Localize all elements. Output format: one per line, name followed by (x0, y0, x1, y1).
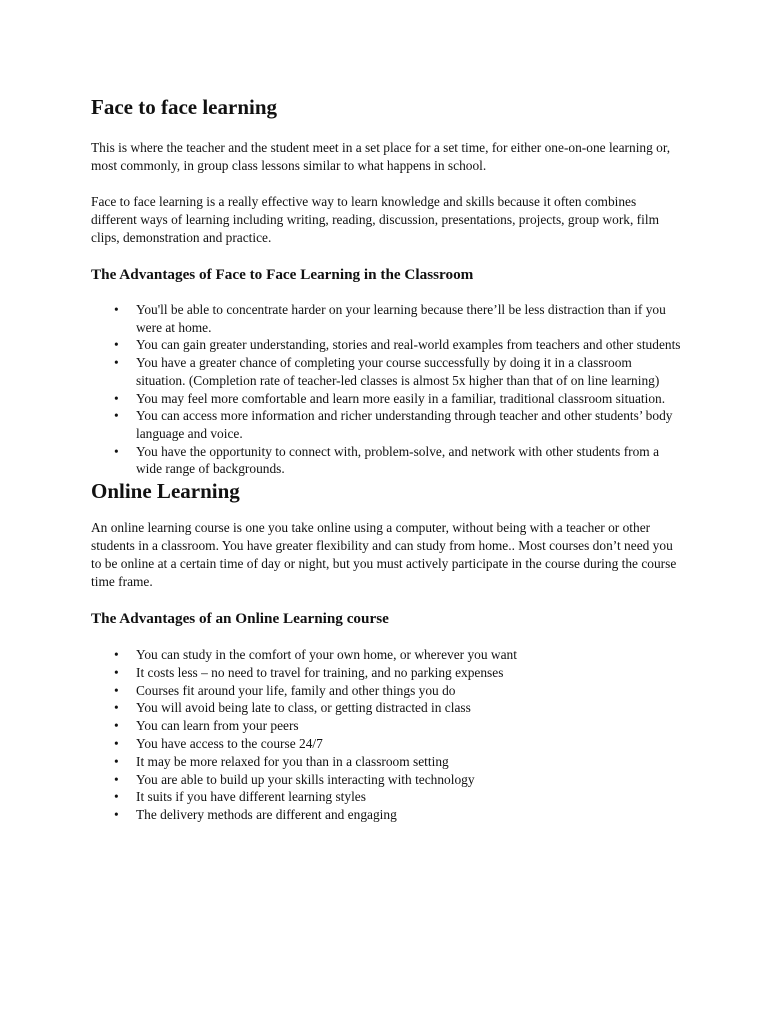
online-advantages-heading: The Advantages of an Online Learning course (91, 610, 389, 628)
list-item: • You may feel more comfortable and learn more easily in a familiar, traditional classroom situation. (114, 390, 666, 406)
list-item: • You will avoid being late to class, or getting distracted in class (114, 700, 471, 716)
list-item: • You can access more information and richer understanding through teacher and other students’ body language and voice. (114, 408, 673, 441)
face-to-face-advantages-heading: The Advantages of Face to Face Learning in the Classroom (91, 266, 474, 283)
bullet-icon: • (114, 753, 119, 769)
list-item: • You have the opportunity to connect with, problem-solve, and network with other students from a wide range of backgrounds. (114, 443, 660, 477)
online-learning-paragraph: An online learning course is one you take online using a computer, without being with a teacher or other students in a classroom. You have greater flexibility and can study from home.. Most courses don’t need you to be online at a certain time of day or night, but you must actively participate in the course during the course time frame. (91, 520, 677, 590)
bullet-icon: • (114, 647, 119, 663)
face-to-face-paragraph-2: Face to face learning is a really effective way to learn knowledge and skills because it often combines different ways of learning including writing, reading, discussion, presentations, projects, group work, film clips, demonstration and practice. (91, 194, 659, 245)
list-item: • You can gain greater understanding, stories and real-world examples from teachers and other students (114, 337, 681, 353)
bullet-icon: • (114, 718, 119, 734)
list-item: • The delivery methods are different and engaging (114, 807, 397, 823)
online-advantages-list (91, 646, 681, 824)
face-to-face-paragraph-1: This is where the teacher and the student meet in a set place for a set time, for either one-on-one learning or, most commonly, in group class lessons similar to what happens in school. (91, 140, 671, 173)
list-item: • It suits if you have different learning styles (114, 789, 366, 805)
list-item: • You have a greater chance of completing your course successfully by doing it in a classroom situation. (Completion rate of teacher-led classes is almost 5x higher than that of on line learning) (114, 355, 660, 388)
list-item: • You'll be able to concentrate harder on your learning because there’ll be less distraction than if you were at home. (114, 302, 666, 335)
list-item: • You can study in the comfort of your own home, or wherever you want (114, 647, 517, 663)
list-item: • You have access to the course 24/7 (114, 736, 323, 752)
list-item: • You are able to build up your skills interacting with technology (114, 771, 475, 787)
face-to-face-advantages-list (91, 301, 681, 478)
bullet-icon: • (114, 807, 119, 823)
bullet-icon: • (114, 736, 119, 752)
bullet-icon: • (114, 390, 119, 406)
document-page (91, 94, 681, 824)
bullet-icon: • (114, 302, 119, 317)
bullet-icon: • (114, 682, 119, 698)
bullet-icon: • (114, 700, 119, 716)
bullet-icon: • (114, 408, 119, 424)
list-item: • You can learn from your peers (114, 718, 299, 734)
section-title-online-learning: Online Learning (91, 479, 240, 504)
list-item: • Courses fit around your life, family and other things you do (114, 682, 456, 698)
bullet-icon: • (114, 337, 119, 353)
section-title-face-to-face: Face to face learning (91, 95, 278, 119)
list-item: • It costs less – no need to travel for training, and no parking expenses (114, 664, 504, 680)
list-item: • It may be more relaxed for you than in a classroom setting (114, 753, 449, 769)
bullet-icon: • (114, 771, 119, 787)
bullet-icon: • (114, 664, 119, 680)
bullet-icon: • (114, 789, 119, 805)
bullet-icon: • (114, 355, 119, 371)
bullet-icon: • (114, 443, 119, 459)
